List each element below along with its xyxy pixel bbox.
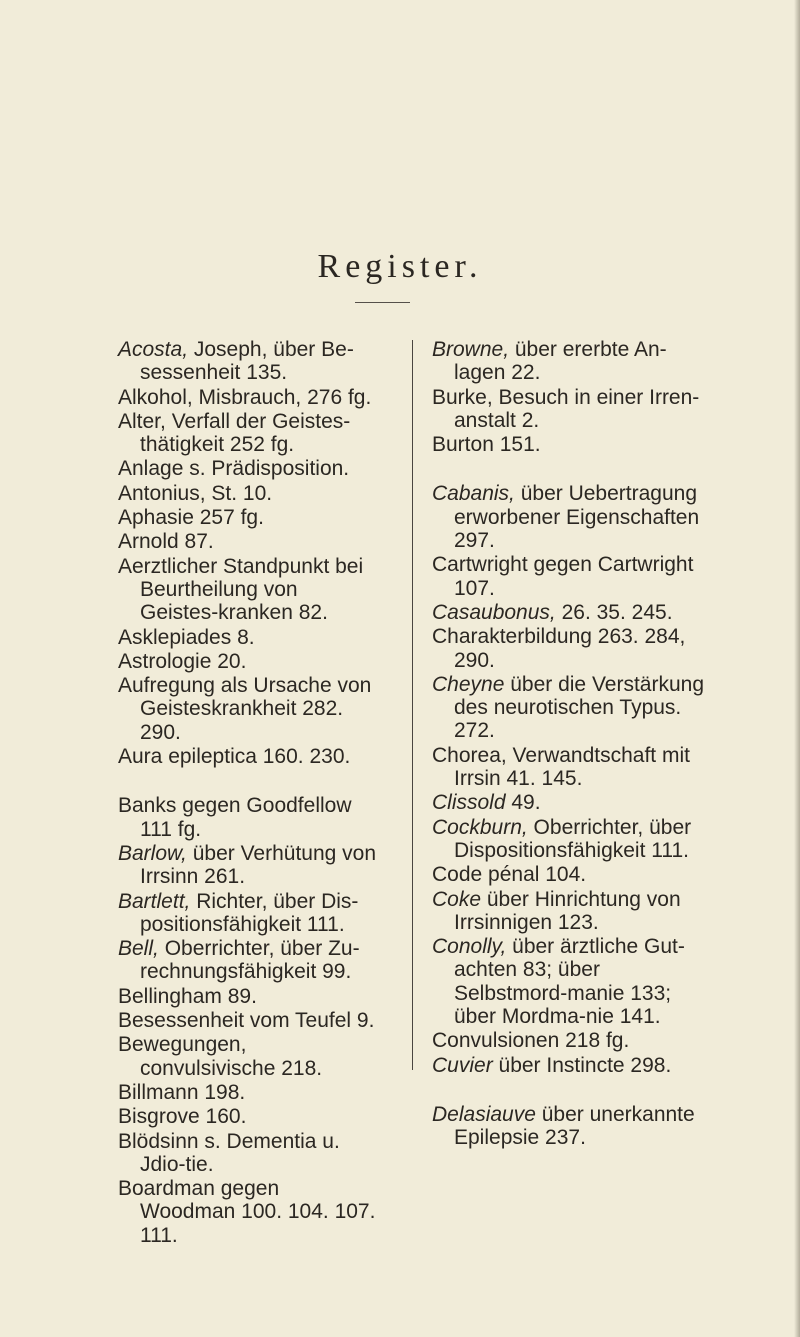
index-entry xyxy=(118,1177,380,1247)
index-entry xyxy=(118,674,380,744)
index-entry xyxy=(118,1081,380,1104)
entry-text: über Instincte 298. xyxy=(492,1053,672,1077)
entry-name: Delasiauve xyxy=(432,1102,536,1126)
entry-text: Oberrichter, über Zu-rechnungsfähigkeit 99. xyxy=(140,937,360,984)
entry-text: Aufregung als Ursache von Geisteskrankheit 282. 290. xyxy=(118,674,372,744)
index-entry xyxy=(432,1054,704,1077)
index-entry xyxy=(118,890,380,937)
entry-name: Acosta, xyxy=(118,338,189,361)
entry-text: über die Verstärkung des neurotischen Typus. 272. xyxy=(454,672,705,743)
index-entry xyxy=(432,601,704,624)
entry-name: Cockburn, xyxy=(432,815,528,839)
entry-text: Anlage s. Prädisposition. xyxy=(118,457,350,481)
entry-name: Conolly, xyxy=(432,935,507,959)
index-entry xyxy=(432,888,704,935)
index-entry xyxy=(118,650,380,673)
entry-text: Antonius, St. 10. xyxy=(118,481,273,505)
index-entry xyxy=(118,1130,380,1177)
entry-text: Bisgrove 160. xyxy=(118,1105,247,1129)
index-entry xyxy=(432,1103,704,1150)
index-entry xyxy=(432,386,704,433)
entry-text: über ererbte An-lagen 22. xyxy=(454,338,667,385)
index-column-right xyxy=(432,338,704,1150)
entry-text: Bellingham 89. xyxy=(118,984,257,1008)
column-divider xyxy=(412,340,413,1070)
entry-text: Charakterbildung 263. 284, 290. xyxy=(432,625,686,672)
index-entry xyxy=(432,791,704,814)
entry-text: Aerztlicher Standpunkt bei Beurtheilung von Geistes-kranken 82. xyxy=(118,554,364,625)
index-entry xyxy=(118,555,380,625)
entry-text: über Verhütung von Irrsinn 261. xyxy=(140,841,377,889)
index-entry xyxy=(432,935,704,1028)
entry-text: Aphasie 257 fg. xyxy=(118,506,264,530)
index-entry xyxy=(118,338,380,385)
entry-name: Browne, xyxy=(432,338,510,361)
entry-text: Astrologie 20. xyxy=(118,649,247,673)
index-entry xyxy=(432,1029,704,1052)
index-entry xyxy=(118,457,380,480)
index-entry xyxy=(118,1009,380,1032)
entry-text: Burton 151. xyxy=(432,433,541,457)
index-entry xyxy=(118,1105,380,1128)
entry-text: Burke, Besuch in einer Irren-anstalt 2. xyxy=(432,385,700,432)
entry-text: Oberrichter, über Dispositionsfähigkeit 111. xyxy=(454,815,692,862)
index-entry xyxy=(118,626,380,649)
entry-text: Joseph, über Be-sessenheit 135. xyxy=(140,338,354,385)
entry-text: Arnold 87. xyxy=(118,530,214,554)
entry-text: Convulsionen 218 fg. xyxy=(432,1029,630,1053)
index-entry xyxy=(118,410,380,457)
index-entry xyxy=(118,482,380,505)
page-title: Register. xyxy=(317,248,483,285)
entry-text: Richter, über Dis-positionsfähigkeit 111. xyxy=(140,889,359,936)
index-entry xyxy=(118,386,380,409)
index-entry xyxy=(432,744,704,791)
entry-text: Alkohol, Misbrauch, 276 fg. xyxy=(118,385,372,409)
title-rule xyxy=(355,302,410,303)
index-entry xyxy=(118,794,380,841)
entry-text: Chorea, Verwandtschaft mit Irrsin 41. 145. xyxy=(432,743,690,791)
index-entry xyxy=(432,625,704,672)
entry-name: Cheyne xyxy=(432,672,505,696)
index-entry xyxy=(432,673,704,743)
entry-name: Cabanis, xyxy=(432,482,515,506)
index-entry xyxy=(432,433,704,456)
entry-text: Aura epileptica 160. 230. xyxy=(118,745,351,769)
index-entry xyxy=(118,842,380,889)
index-entry xyxy=(432,816,704,863)
index-entry xyxy=(432,482,704,552)
index-entry xyxy=(118,1033,380,1080)
entry-text: Code pénal 104. xyxy=(432,863,587,887)
entry-text: über Uebertragung erworbener Eigenschaften 297. xyxy=(454,482,700,553)
index-entry xyxy=(118,506,380,529)
index-column-left xyxy=(118,338,380,1247)
index-entry xyxy=(118,530,380,553)
entry-text: Besessenheit vom Teufel 9. xyxy=(118,1009,375,1033)
entry-text: Alter, Verfall der Geistes-thätigkeit 252 fg. xyxy=(118,409,351,457)
entry-text: über ärztliche Gut-achten 83; über Selbstmord-manie 133; über Mordma-nie 141. xyxy=(454,935,685,1029)
index-entry xyxy=(432,338,704,385)
entry-text: Billmann 198. xyxy=(118,1080,246,1104)
entry-name: Casaubonus, xyxy=(432,600,556,624)
entry-name: Coke xyxy=(432,887,482,911)
index-entry xyxy=(432,553,704,600)
entry-text: 26. 35. 245. xyxy=(555,600,673,624)
index-entry xyxy=(432,863,704,886)
index-entry xyxy=(118,985,380,1008)
page-edge-shadow xyxy=(794,0,800,1337)
entry-text: über unerkannte Epilepsie 237. xyxy=(454,1102,695,1150)
entry-text: Bewegungen, convulsivische 218. xyxy=(118,1033,323,1080)
entry-name: Clissold xyxy=(432,791,506,815)
entry-text: Cartwright gegen Cartwright 107. xyxy=(432,553,694,600)
entry-text: Blödsinn s. Dementia u. Jdio-tie. xyxy=(118,1129,340,1176)
index-entry xyxy=(118,937,380,984)
entry-text: Banks gegen Goodfellow 111 fg. xyxy=(118,794,352,841)
entry-text: Asklepiades 8. xyxy=(118,625,255,649)
entry-text: über Hinrichtung von Irrsinnigen 123. xyxy=(454,887,681,934)
entry-name: Bartlett, xyxy=(118,889,191,913)
entry-name: Bell, xyxy=(118,937,159,961)
entry-name: Cuvier xyxy=(432,1053,493,1077)
entry-name: Barlow, xyxy=(118,841,187,865)
entry-text: Boardman gegen Woodman 100. 104. 107. 111. xyxy=(118,1177,376,1247)
entry-text: 49. xyxy=(505,791,541,815)
index-entry xyxy=(118,745,380,768)
